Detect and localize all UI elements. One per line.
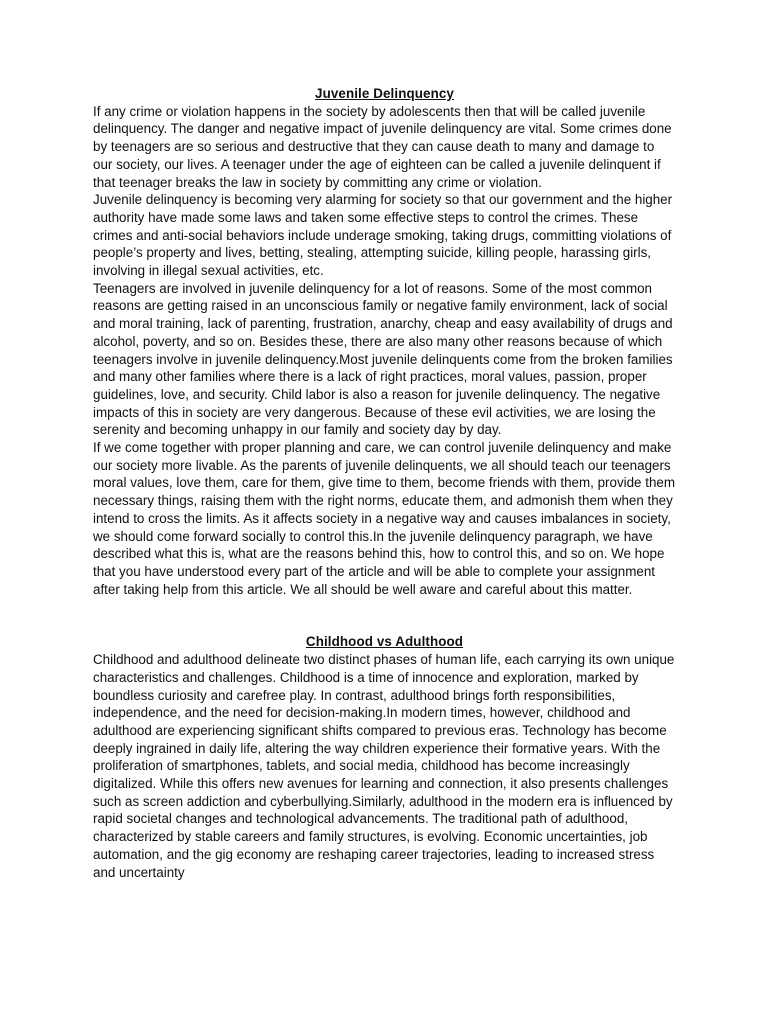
paragraph: If we come together with proper planning and care, we can control juvenile delinquency and make our society more livable. As the parents of juvenile delinquents, we all should teach our teenagers moral values, love them, care for them, give time to them, become friends with them, provide them necessary things, raising them with the right norms, educate them, and admonish them when they intend to cross the limits. As it affects society in a negative way and causes imbalances in society, we should come forward socially to control this.In the juvenile delinquency paragraph, we have described what this is, what are the reasons behind this, how to control this, and so on. We hope that you have understood every part of the article and will be able to complete your assignment after taking help from this article. We all should be well aware and careful about this matter. xyxy=(93,440,675,597)
section-title: Juvenile Delinquency xyxy=(315,86,454,101)
section-title: Childhood vs Adulthood xyxy=(305,634,464,650)
paragraph: Childhood and adulthood delineate two distinct phases of human life, each carrying its own unique characteristics and challenges. Childhood is a time of innocence and exploration, marked by boundless curiosity and carefree play. In contrast, adulthood brings forth responsibilities, independence, and the need for decision-making.In modern times, however, childhood and adulthood are experiencing significant shifts compared to previous eras. Technology has become deeply ingrained in daily life, altering the way children experience their formative years. With the proliferation of smartphones, tablets, and social media, childhood has become increasingly digitalized. While this offers new avenues for learning and connection, it also presents challenges such as screen addiction and cyberbullying.Similarly, adulthood in the modern era is influenced by rapid societal changes and technological advancements. The traditional path of adulthood, characterized by stable careers and family structures, is evolving. Economic uncertainties, job automation, and the gig economy are reshaping career trajectories, leading to increased stress and uncertainty xyxy=(93,652,675,880)
section-childhood-vs-adulthood xyxy=(93,633,676,881)
section-juvenile-delinquency xyxy=(93,85,676,598)
paragraph: Juvenile delinquency is becoming very alarming for society so that our government and the higher authority have made some laws and taken some effective steps to control the crimes. These crimes and anti-social behaviors include underage smoking, taking drugs, committing violations of people’s property and lives, betting, stealing, attempting suicide, killing people, harassing girls, involving in illegal sexual activities, etc. xyxy=(93,192,673,279)
section-spacer xyxy=(93,598,676,633)
paragraph: If any crime or violation happens in the society by adolescents then that will be called juvenile delinquency. The danger and negative impact of juvenile delinquency are vital. Some crimes done by teenagers are so serious and destructive that they can cause death to many and damage to our society, our lives. A teenager under the age of eighteen can be called a juvenile delinquent if that teenager breaks the law in society by committing any crime or violation. xyxy=(93,103,672,190)
paragraph: Teenagers are involved in juvenile delinquency for a lot of reasons. Some of the most common reasons are getting raised in an unconscious family or negative family environment, lack of social and moral training, lack of parenting, frustration, anarchy, cheap and easy availability of drugs and alcohol, poverty, and so on. Besides these, there are also many other reasons because of which teenagers involve in juvenile delinquency.Most juvenile delinquents come from the broken families and many other families where there is a lack of right practices, moral values, passion, proper guidelines, love, and security. Child labor is also a reason for juvenile delinquency. The negative impacts of this in society are very dangerous. Because of these evil activities, we are losing the serenity and becoming unhappy in our family and society day by day. xyxy=(93,280,673,438)
document-page xyxy=(93,85,676,881)
